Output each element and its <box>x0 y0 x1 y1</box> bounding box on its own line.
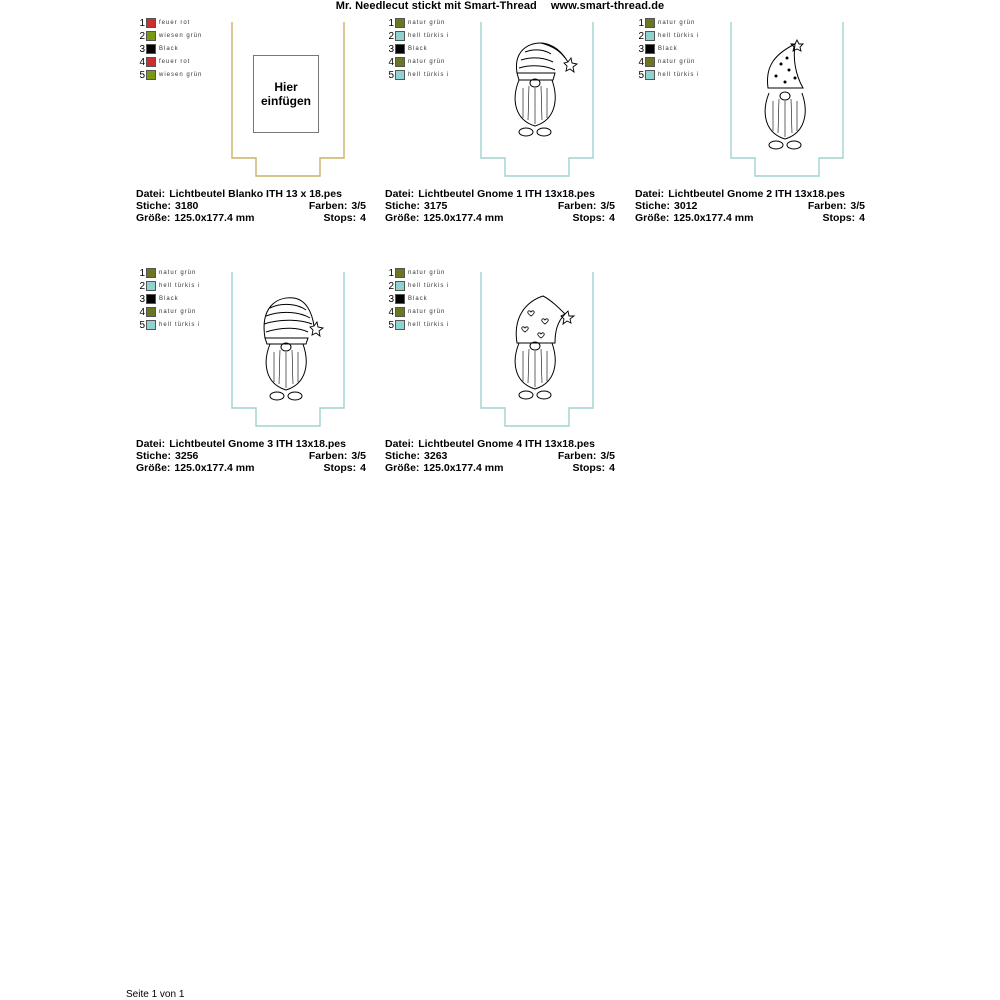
design-info <box>385 188 615 224</box>
gnome-3-drawing <box>264 298 323 400</box>
thread-color-row <box>638 57 718 70</box>
stitch-count: 3263 <box>424 450 448 462</box>
thread-swatch <box>146 57 156 67</box>
stops-label: Stops: <box>572 212 606 224</box>
stop-count: 4 <box>360 462 366 474</box>
thread-swatch <box>395 57 405 67</box>
stops-label: Stops: <box>323 462 357 474</box>
thread-name: natur grün <box>159 309 197 315</box>
thread-number: 4 <box>638 57 644 68</box>
thread-number: 1 <box>139 18 145 29</box>
stop-count: 4 <box>859 212 865 224</box>
bag-outline <box>481 22 593 176</box>
color-count: 3/5 <box>600 200 615 212</box>
size-label: Größe: <box>635 212 670 224</box>
thread-name: natur grün <box>408 20 446 26</box>
thread-swatch <box>645 31 655 41</box>
thread-name: wiesen grün <box>159 72 203 78</box>
thread-number: 5 <box>139 320 145 331</box>
thread-swatch <box>395 70 405 80</box>
file-label: Datei: <box>385 188 415 200</box>
color-count: 3/5 <box>850 200 865 212</box>
thread-name: natur grün <box>408 59 446 65</box>
thread-color-list <box>139 268 219 333</box>
file-name: Lichtbeutel Blanko ITH 13 x 18.pes <box>169 188 342 200</box>
placeholder-frame <box>253 55 319 133</box>
stop-count: 4 <box>609 212 615 224</box>
thread-color-row <box>388 268 468 281</box>
design-info <box>136 438 366 474</box>
thread-color-row <box>139 18 219 31</box>
thread-color-row <box>388 57 468 70</box>
thread-name: Black <box>159 296 179 302</box>
design-card <box>385 18 615 233</box>
thread-number: 3 <box>388 44 394 55</box>
thread-number: 2 <box>388 31 394 42</box>
thread-color-row <box>638 44 718 57</box>
thread-swatch <box>146 307 156 317</box>
thread-name: Black <box>159 46 179 52</box>
file-label: Datei: <box>136 438 166 450</box>
thread-name: natur grün <box>159 270 197 276</box>
thread-number: 1 <box>638 18 644 29</box>
stitch-count: 3012 <box>674 200 698 212</box>
thread-number: 2 <box>139 31 145 42</box>
gnome-4-drawing <box>515 296 574 399</box>
thread-color-row <box>139 44 219 57</box>
thread-name: natur grün <box>408 309 446 315</box>
stops-label: Stops: <box>572 462 606 474</box>
thread-number: 3 <box>638 44 644 55</box>
thread-name: Black <box>658 46 678 52</box>
file-label: Datei: <box>385 438 415 450</box>
thread-swatch <box>146 294 156 304</box>
thread-number: 1 <box>388 18 394 29</box>
size-label: Größe: <box>136 462 171 474</box>
thread-swatch <box>645 18 655 28</box>
thread-color-row <box>638 31 718 44</box>
page-footer: Seite 1 von 1 <box>126 989 185 1000</box>
color-count: 3/5 <box>351 200 366 212</box>
thread-number: 2 <box>388 281 394 292</box>
file-name: Lichtbeutel Gnome 3 ITH 13x18.pes <box>169 438 346 450</box>
thread-name: hell türkis i <box>159 322 201 328</box>
thread-number: 5 <box>388 320 394 331</box>
thread-swatch <box>395 320 405 330</box>
bag-outline <box>232 272 344 426</box>
gnome-1-drawing <box>515 43 577 136</box>
thread-name: feuer rot <box>159 20 191 26</box>
file-name: Lichtbeutel Gnome 1 ITH 13x18.pes <box>418 188 595 200</box>
thread-name: natur grün <box>658 20 696 26</box>
thread-swatch <box>146 268 156 278</box>
thread-color-row <box>139 320 219 333</box>
stitches-label: Stiche: <box>635 200 671 212</box>
thread-number: 3 <box>139 294 145 305</box>
thread-color-list <box>638 18 718 83</box>
thread-number: 4 <box>388 307 394 318</box>
stitch-count: 3256 <box>175 450 199 462</box>
design-info <box>635 188 865 224</box>
thread-number: 5 <box>638 70 644 81</box>
thread-color-row <box>139 307 219 320</box>
thread-number: 1 <box>388 268 394 279</box>
thread-name: feuer rot <box>159 59 191 65</box>
thread-name: hell türkis i <box>408 33 450 39</box>
stitch-count: 3175 <box>424 200 448 212</box>
bag-outline <box>731 22 843 176</box>
file-label: Datei: <box>635 188 665 200</box>
thread-name: natur grün <box>658 59 696 65</box>
bag-outline <box>481 272 593 426</box>
thread-color-row <box>388 294 468 307</box>
thread-swatch <box>146 31 156 41</box>
thread-swatch <box>146 70 156 80</box>
size-label: Größe: <box>385 462 420 474</box>
design-card <box>635 18 865 233</box>
thread-swatch <box>395 31 405 41</box>
thread-swatch <box>645 44 655 54</box>
thread-number: 1 <box>139 268 145 279</box>
file-name: Lichtbeutel Gnome 4 ITH 13x18.pes <box>418 438 595 450</box>
thread-color-list <box>388 268 468 333</box>
thread-color-row <box>139 31 219 44</box>
thread-color-row <box>388 320 468 333</box>
colors-label: Farben: <box>308 200 348 212</box>
stop-count: 4 <box>609 462 615 474</box>
thread-number: 4 <box>388 57 394 68</box>
thread-number: 5 <box>139 70 145 81</box>
thread-name: hell türkis i <box>408 283 450 289</box>
design-card <box>385 268 615 483</box>
stop-count: 4 <box>360 212 366 224</box>
thread-number: 4 <box>139 307 145 318</box>
colors-label: Farben: <box>557 450 597 462</box>
thread-color-list <box>139 18 219 83</box>
thread-color-row <box>388 70 468 83</box>
thread-swatch <box>395 307 405 317</box>
thread-swatch <box>395 294 405 304</box>
thread-color-row <box>388 18 468 31</box>
thread-name: Black <box>408 46 428 52</box>
thread-swatch <box>395 44 405 54</box>
design-size: 125.0x177.4 mm <box>174 212 255 224</box>
stops-label: Stops: <box>822 212 856 224</box>
thread-name: wiesen grün <box>159 33 203 39</box>
thread-name: hell türkis i <box>658 33 700 39</box>
file-name: Lichtbeutel Gnome 2 ITH 13x18.pes <box>668 188 845 200</box>
design-size: 125.0x177.4 mm <box>174 462 255 474</box>
color-count: 3/5 <box>351 450 366 462</box>
thread-swatch <box>645 70 655 80</box>
design-size: 125.0x177.4 mm <box>423 462 504 474</box>
thread-color-row <box>638 18 718 31</box>
thread-name: Black <box>408 296 428 302</box>
stitches-label: Stiche: <box>136 200 172 212</box>
thread-number: 5 <box>388 70 394 81</box>
thread-name: hell türkis i <box>159 283 201 289</box>
thread-color-row <box>139 294 219 307</box>
color-count: 3/5 <box>600 450 615 462</box>
stitches-label: Stiche: <box>136 450 172 462</box>
thread-swatch <box>645 57 655 67</box>
thread-color-row <box>139 281 219 294</box>
thread-name: hell türkis i <box>658 72 700 78</box>
thread-swatch <box>395 268 405 278</box>
thread-swatch <box>146 320 156 330</box>
size-label: Größe: <box>385 212 420 224</box>
header-title: Mr. Needlecut stickt mit Smart-Thread <box>335 0 537 12</box>
design-card <box>136 268 366 483</box>
colors-label: Farben: <box>557 200 597 212</box>
thread-number: 2 <box>139 281 145 292</box>
page-header <box>0 0 1000 12</box>
thread-swatch <box>146 18 156 28</box>
thread-color-row <box>388 31 468 44</box>
stitches-label: Stiche: <box>385 200 421 212</box>
design-info <box>136 188 366 224</box>
design-card <box>136 18 366 233</box>
thread-color-row <box>388 307 468 320</box>
thread-number: 3 <box>139 44 145 55</box>
thread-number: 4 <box>139 57 145 68</box>
thread-swatch <box>395 281 405 291</box>
colors-label: Farben: <box>807 200 847 212</box>
thread-color-row <box>638 70 718 83</box>
stops-label: Stops: <box>323 212 357 224</box>
thread-number: 2 <box>638 31 644 42</box>
design-info <box>385 438 615 474</box>
thread-color-row <box>139 57 219 70</box>
design-size: 125.0x177.4 mm <box>673 212 754 224</box>
colors-label: Farben: <box>308 450 348 462</box>
thread-color-row <box>139 70 219 83</box>
thread-name: natur grün <box>408 270 446 276</box>
header-url: www.smart-thread.de <box>550 0 665 12</box>
thread-swatch <box>395 18 405 28</box>
thread-swatch <box>146 281 156 291</box>
placeholder-text: Hier einfügen <box>261 80 311 108</box>
thread-name: hell türkis i <box>408 322 450 328</box>
gnome-2-drawing <box>765 40 805 149</box>
design-size: 125.0x177.4 mm <box>423 212 504 224</box>
thread-color-list <box>388 18 468 83</box>
stitch-count: 3180 <box>175 200 199 212</box>
thread-color-row <box>139 268 219 281</box>
thread-name: hell türkis i <box>408 72 450 78</box>
file-label: Datei: <box>136 188 166 200</box>
thread-color-row <box>388 44 468 57</box>
thread-number: 3 <box>388 294 394 305</box>
thread-color-row <box>388 281 468 294</box>
thread-swatch <box>146 44 156 54</box>
stitches-label: Stiche: <box>385 450 421 462</box>
size-label: Größe: <box>136 212 171 224</box>
